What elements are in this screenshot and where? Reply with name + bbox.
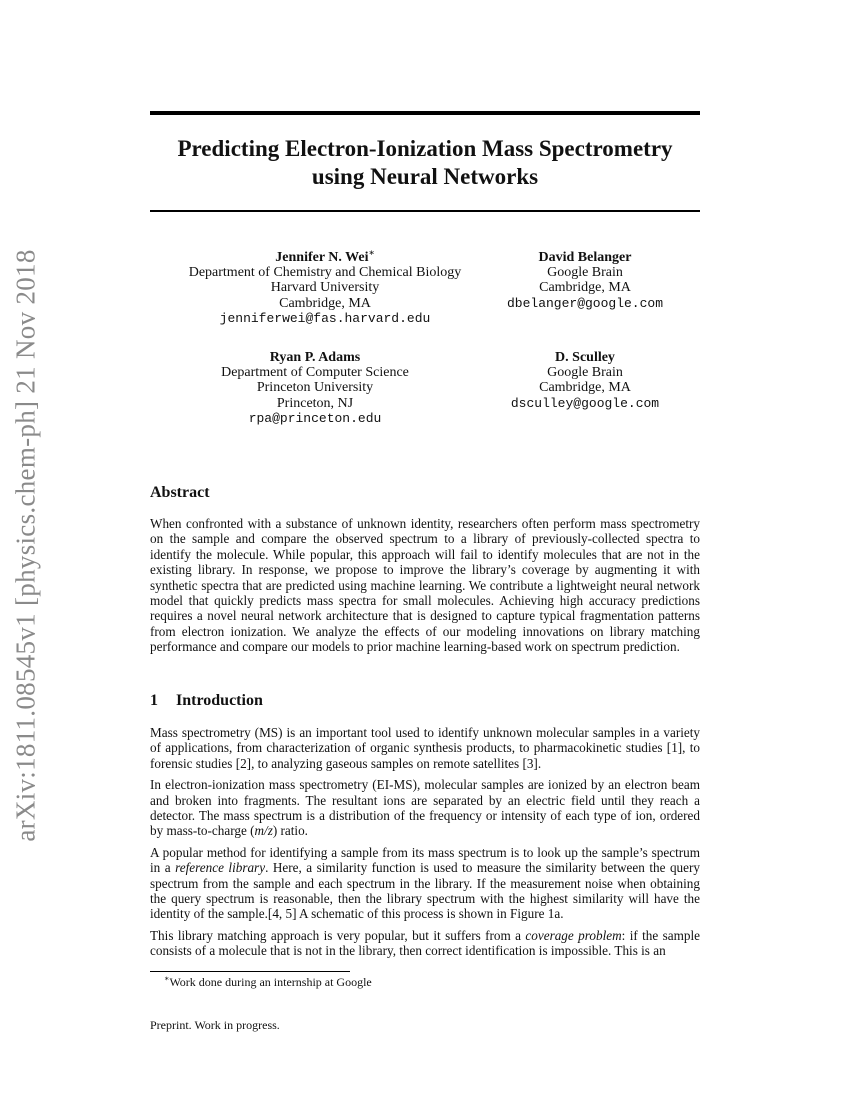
author-affiliation: Google Brain <box>547 265 623 281</box>
footnote-marker: ∗ <box>368 247 375 258</box>
author-affiliation: Department of Chemistry and Chemical Biology <box>188 265 462 281</box>
footnote-rule <box>150 971 350 972</box>
title-line-2: using Neural Networks <box>311 164 539 189</box>
author-block <box>470 250 700 311</box>
abstract-heading: Abstract <box>150 484 210 501</box>
author-name: Jennifer N. Wei∗ <box>275 247 375 265</box>
author-email: rpa@princeton.edu <box>248 410 382 426</box>
title-bottom-rule <box>150 210 700 212</box>
author-name: D. Sculley <box>555 350 615 365</box>
section-heading-introduction <box>150 692 263 710</box>
author-organization: Harvard University <box>270 280 380 296</box>
abstract-text: When confronted with a substance of unknown identity, researchers often perform mass spectrometry on the sample and compare the observed spectrum to a library of previously-collected spectra to identify the molecule. While popular, this approach will fail to identify molecules that are not in the existing library. In response, we propose to improve the library’s coverage by augmenting it with synthetic spectra that are predicted using machine learning. We contribute a lightweight neural network model that quickly predicts mass spectra for small molecules. Achieving high accuracy predictions requires a novel neural network architecture that is designed to capture typical fragmentation patterns from electron ionization. We analyze the effects of our modeling innovations on library matching performance and compare our models to prior machine learning-based work on spectrum prediction. <box>150 516 700 655</box>
footnote-marker: ∗ <box>164 974 170 983</box>
author-location: Princeton, NJ <box>276 395 354 411</box>
paragraph: This library matching approach is very popular, but it suffers from a coverage problem: if the sample consists of a molecule that is not in the library, then correct identification is impossible. This is an <box>150 927 701 959</box>
author-location: Cambridge, MA <box>539 380 631 396</box>
paper-title <box>150 135 700 191</box>
title-line-1: Predicting Electron-Ionization Mass Spectrometry <box>177 136 673 161</box>
author-affiliation: Department of Computer Science <box>221 365 409 381</box>
section-number: 1 <box>150 692 158 709</box>
author-block <box>175 350 455 426</box>
author-location: Cambridge, MA <box>279 295 371 311</box>
paragraph: Mass spectrometry (MS) is an important tool used to identify unknown molecular samples in a variety of applications, from characterization of organic synthesis products, to pharmacokinetic studies [1], to forensic studies [2], to analyzing gaseous samples on remote satellites [3]. <box>150 725 700 771</box>
author-location: Cambridge, MA <box>539 280 631 296</box>
emphasis: m/z <box>254 823 273 839</box>
preprint-note: Preprint. Work in progress. <box>150 1018 280 1032</box>
section-title: Introduction <box>176 692 263 709</box>
author-organization: Princeton University <box>256 380 374 396</box>
footnote <box>164 975 372 989</box>
emphasis: coverage problem <box>525 927 622 943</box>
footnote-text: Work done during an internship at Google <box>169 975 372 989</box>
author-block <box>175 247 475 326</box>
author-email: dsculley@google.com <box>510 395 660 411</box>
author-email: dbelanger@google.com <box>506 295 664 311</box>
paragraph: In electron-ionization mass spectrometry (EI-MS), molecular samples are ionized by an electron beam and broken into fragments. The resultant ions are separated by an electric field until they reach a detector. The mass spectrum is a distribution of the frequency or intensity of each type of ion, ordered by mass-to-charge (m/z) ratio. <box>150 777 700 839</box>
arxiv-identifier-stamp <box>6 240 46 850</box>
author-affiliation: Google Brain <box>547 365 623 381</box>
author-email: jenniferwei@fas.harvard.edu <box>219 310 431 326</box>
title-top-rule <box>150 111 700 115</box>
arxiv-id: arXiv:1811.08545v1 [physics.chem-ph] 21 Nov 2018 <box>10 248 41 842</box>
paragraph: A popular method for identifying a sample from its mass spectrum is to look up the sample’s spectrum in a reference library. Here, a similarity function is used to measure the similarity between the query spectrum from the sample and each spectrum in the library. If the measurement noise when obtaining the query spectrum is reasonable, then the library spectrum with the highest similarity will have the identity of the sample.[4, 5] A schematic of this process is shown in Figure 1a. <box>150 844 700 922</box>
emphasis: reference library <box>175 860 266 876</box>
author-block <box>470 350 700 411</box>
author-name: Ryan P. Adams <box>269 350 361 365</box>
author-name: David Belanger <box>538 250 632 265</box>
introduction-body <box>150 725 700 965</box>
